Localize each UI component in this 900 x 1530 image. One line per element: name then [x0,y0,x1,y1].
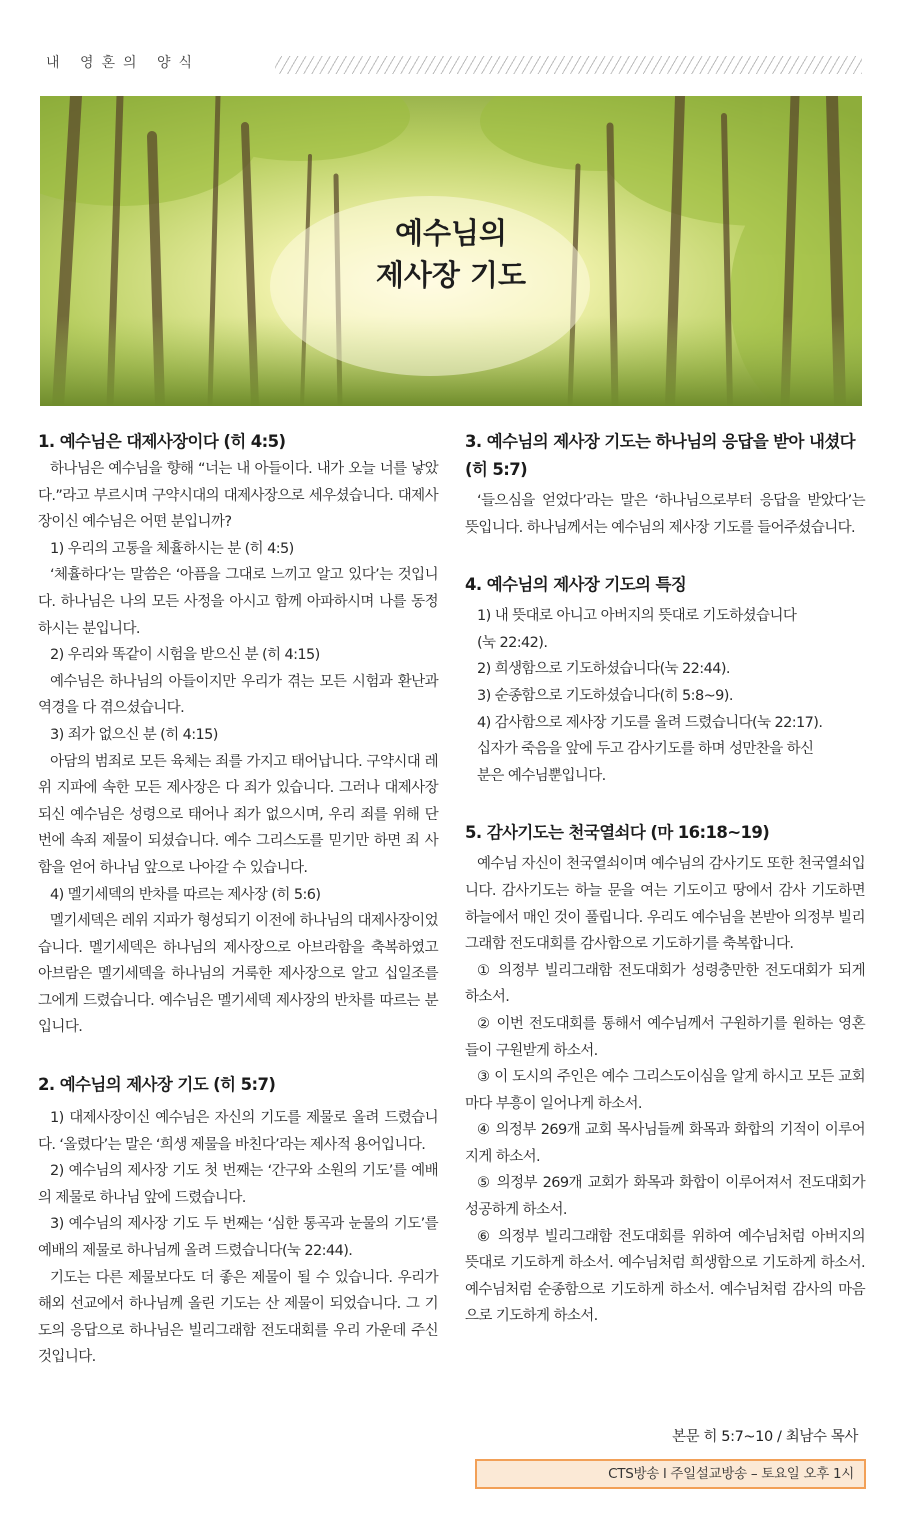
hero-title-line2: 제사장 기도 [375,258,527,292]
paragraph: 2) 예수님의 제사장 기도 첫 번째는 ‘간구와 소원의 기도’를 예배의 제물로 하나님 앞에 드렸습니다. [38,1163,438,1206]
left-column [38,428,438,1371]
broadcast-info-box: CTS방송 l 주일설교방송 – 토요일 오후 1시 [475,1459,866,1489]
source-citation: 본문 히 5:7~10 / 최남수 목사 [672,1429,858,1445]
heading-4: 4. 예수님의 제사장 기도의 특징 [465,575,687,595]
section-label: 내 영혼의 양식 [46,55,201,71]
paragraph: 1) 대제사장이신 예수님은 자신의 기도를 제물로 올려 드렸습니다. ‘올렸다’는 말은 ‘희생 제물을 바친다’라는 제사적 용어입니다. [38,1110,438,1153]
prayer-item: ⑤ 의정부 269개 교회가 화목과 화합이 이루어져서 전도대회가 성공하게 하소서. [465,1175,865,1219]
paragraph: 멜기세덱은 레위 지파가 형성되기 이전에 하나님의 대제사장이었습니다. 멜기세덱은 하나님의 제사장으로 아브라함을 축복하였고 아브람은 멜기세덱을 하나님의 거룩한 제사장으로 알고 십일조를 그에게 드렸습니다. 예수님은 멜기세덱 제사장의 반차를 따르는 분입니다. [38,913,438,1036]
heading-1: 1. 예수님은 대제사장이다 (히 4:5) [38,432,286,451]
paragraph: 3) 예수님의 제사장 기도 두 번째는 ‘심한 통곡과 눈물의 기도’를 예배의 제물로 하나님께 올려 드렸습니다(눅 22:44). [38,1216,438,1260]
hatch-decoration [275,56,862,74]
list-item: 1) 내 뜻대로 아니고 아버지의 뜻대로 기도하셨습니다 [477,608,797,625]
paragraph: 아담의 범죄로 모든 육체는 죄를 가지고 태어납니다. 구약시대 레위 지파에 속한 모든 제사장은 다 죄가 있습니다. 그러나 대제사장 되신 예수님은 성령으로 태어나 죄가 없으시며, 우리 죄를 위해 단번에 속죄 제물이 되셨습니다. 예수 그리스도를 믿기만 하면 죄 사함을 얻어 하나님 앞으로 나아갈 수 있습니다. [38,753,438,876]
paragraph: ‘들으심을 얻었다’라는 말은 ‘하나님으로부터 응답을 받았다’는 뜻입니다. 하나님께서는 예수님의 제사장 기도를 들어주셨습니다. [465,493,865,536]
heading-5: 5. 감사기도는 천국열쇠다 (마 16:18~19) [465,823,770,843]
prayer-item: ④ 의정부 269개 교회 목사님들께 화목과 화합의 기적이 이루어지게 하소서. [465,1122,865,1165]
list-item: 십자가 죽음을 앞에 두고 감사기도를 하며 성만찬을 하신 [477,741,814,758]
heading-2: 2. 예수님의 제사장 기도 (히 5:7) [38,1075,276,1095]
paragraph: ‘체휼하다’는 말씀은 ‘아픔을 그대로 느끼고 알고 있다’는 것입니다. 하나님은 나의 모든 사정을 아시고 함께 아파하시며 나를 동정하시는 분입니다. [38,567,438,637]
list-item: 4) 감사함으로 제사장 기도를 올려 드렸습니다(눅 22:17). [477,714,823,731]
section-header [40,48,862,78]
prayer-item: ③ 이 도시의 주인은 예수 그리스도이심을 알게 하시고 모든 교회마다 부흥이 일어나게 하소서. [465,1069,865,1112]
subheading: 1) 우리의 고통을 체휼하시는 분 (히 4:5) [50,540,294,557]
paragraph: 예수님은 하나님의 아들이지만 우리가 겪는 모든 시험과 환난과 역경을 다 겪으셨습니다. [38,673,438,717]
subheading: 3) 죄가 없으신 분 (히 4:15) [50,726,218,743]
list-item: 3) 순종함으로 기도하셨습니다(히 5:8~9). [477,687,733,704]
hero-title [40,212,862,296]
hero-title-line1: 예수님의 [394,216,508,250]
right-column [465,428,865,1330]
paragraph: 기도는 다른 제물보다도 더 좋은 제물이 될 수 있습니다. 우리가 해외 선교에서 하나님께 올린 기도는 산 제물이 되었습니다. 그 기도의 응답으로 하나님은 빌리그래함 전도대회를 우리 가운데 주신 것입니다. [38,1269,438,1366]
hero-banner [40,96,862,406]
prayer-item: ⑥ 의정부 빌리그래함 전도대회를 위하여 예수님처럼 아버지의 뜻대로 기도하게 하소서. 예수님처럼 희생함으로 기도하게 하소서. 예수님처럼 순종함으로 기도하게 하소서. 예수님처럼 감사의 마음으로 기도하게 하소서. [465,1228,865,1325]
list-item: 2) 희생함으로 기도하셨습니다(눅 22:44). [477,661,730,678]
subheading: 4) 멜기세덱의 반차를 따르는 제사장 (히 5:6) [50,886,321,903]
paragraph: 예수님 자신이 천국열쇠이며 예수님의 감사기도 또한 천국열쇠입니다. 감사기도는 하늘 문을 여는 기도이고 땅에서 감사 기도하면 하늘에서 매인 것이 풀립니다. 우리도 예수님을 본받아 의정부 빌리그래함 전도대회를 감사함으로 기도하기를 축복합니다. [465,856,865,953]
prayer-item: ① 의정부 빌리그래함 전도대회가 성령충만한 전도대회가 되게 하소서. [465,962,865,1006]
list-item: (눅 22:42). [477,634,548,651]
list-item: 분은 예수님뿐입니다. [477,767,606,784]
heading-3: 3. 예수님의 제사장 기도는 하나님의 응답을 받아 내셨다 (히 5:7) [465,432,856,479]
subheading: 2) 우리와 똑같이 시험을 받으신 분 (히 4:15) [50,647,320,664]
paragraph: 하나님은 예수님을 향해 “너는 내 아들이다. 내가 오늘 너를 낳았다.”라고 부르시며 구약시대의 대제사장으로 세우셨습니다. 대제사장이신 예수님은 어떤 분입니까? [38,461,438,531]
prayer-item: ② 이번 전도대회를 통해서 예수님께서 구원하기를 원하는 영혼들이 구원받게 하소서. [465,1015,865,1059]
